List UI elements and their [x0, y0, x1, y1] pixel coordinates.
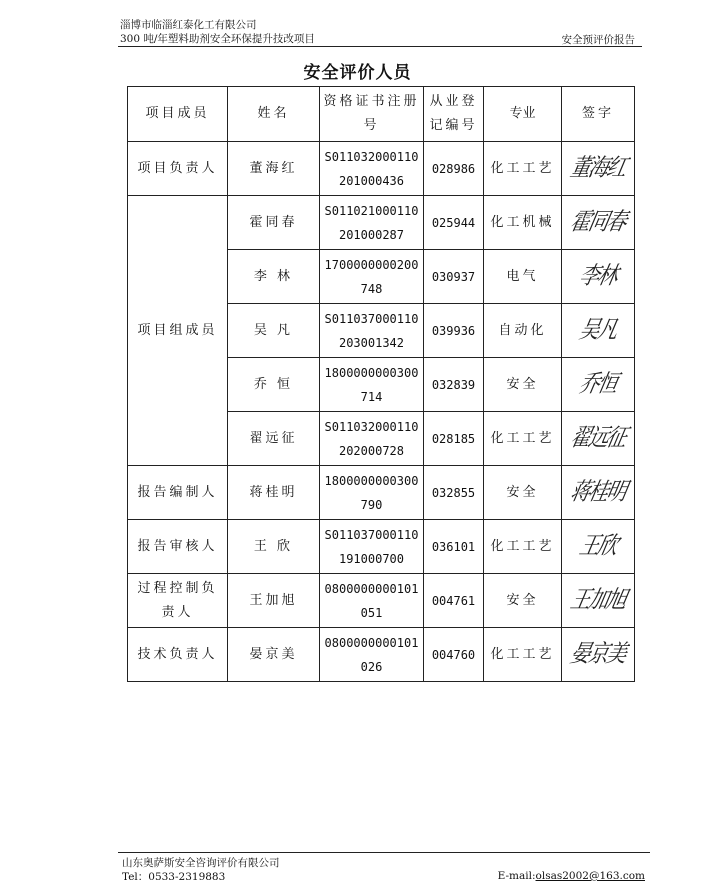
major-cell: 化工机械	[484, 196, 562, 250]
signature-cell	[562, 250, 635, 304]
footer-divider	[118, 852, 650, 853]
name-cell: 霍同春	[228, 196, 320, 250]
reg-cell: 004761	[424, 574, 484, 628]
major-cell: 化工工艺	[484, 142, 562, 196]
cert-cell: S011032000110 201000436	[320, 142, 424, 196]
name-cell: 乔 恒	[228, 358, 320, 412]
cert-cell: 1700000000200 748	[320, 250, 424, 304]
cert-cell: 0800000000101 026	[320, 628, 424, 682]
footer-email-line	[498, 870, 645, 882]
page-header-left	[120, 18, 315, 46]
name-cell: 吴 凡	[228, 304, 320, 358]
cert-cell: S011021000110 201000287	[320, 196, 424, 250]
reg-cell: 036101	[424, 520, 484, 574]
signature-cell	[562, 520, 635, 574]
footer-tel: Tel：0533-2319883	[122, 871, 226, 883]
table-row	[128, 142, 635, 196]
major-cell: 自动化	[484, 304, 562, 358]
signature-cell	[562, 142, 635, 196]
cert-cell: 1800000000300 714	[320, 358, 424, 412]
header-report-type: 安全预评价报告	[561, 34, 635, 46]
reg-cell: 004760	[424, 628, 484, 682]
signature: 晏京美	[567, 638, 629, 667]
signature: 霍同春	[567, 206, 629, 235]
reg-cell: 028986	[424, 142, 484, 196]
role-cell: 报告审核人	[128, 520, 228, 574]
role-cell: 过程控制负责人	[128, 574, 228, 628]
role-cell: 技术负责人	[128, 628, 228, 682]
signature: 蒋桂明	[567, 476, 629, 505]
header-major: 专业	[484, 87, 562, 142]
name-cell: 王加旭	[228, 574, 320, 628]
name-cell: 晏京美	[228, 628, 320, 682]
signature-cell	[562, 628, 635, 682]
name-cell: 王 欣	[228, 520, 320, 574]
cert-cell: S011037000110 203001342	[320, 304, 424, 358]
cert-cell: S011037000110 191000700	[320, 520, 424, 574]
reg-cell: 028185	[424, 412, 484, 466]
staff-table	[127, 86, 635, 682]
table-header-row	[128, 87, 635, 142]
major-cell: 电气	[484, 250, 562, 304]
reg-cell: 025944	[424, 196, 484, 250]
name-cell: 李 林	[228, 250, 320, 304]
header-reg: 从业登记编号	[424, 87, 484, 142]
major-cell: 安全	[484, 574, 562, 628]
signature: 翟远征	[567, 422, 629, 451]
header-sign: 签字	[562, 87, 635, 142]
header-cert: 资格证书注册号	[320, 87, 424, 142]
reg-cell: 032855	[424, 466, 484, 520]
signature: 董海红	[567, 152, 629, 181]
signature: 吴凡	[576, 314, 620, 343]
table-row	[128, 466, 635, 520]
signature-cell	[562, 466, 635, 520]
major-cell: 化工工艺	[484, 628, 562, 682]
major-cell: 安全	[484, 466, 562, 520]
reg-cell: 039936	[424, 304, 484, 358]
major-cell: 安全	[484, 358, 562, 412]
signature-cell	[562, 358, 635, 412]
page-title: 安全评价人员	[303, 63, 412, 83]
cert-cell: 1800000000300 790	[320, 466, 424, 520]
header-project: 300 吨/年塑料助剂安全环保提升技改项目	[120, 33, 315, 45]
table-row	[128, 196, 635, 250]
footer-email-label: E-mail:	[497, 870, 536, 882]
signature: 王加旭	[567, 584, 629, 613]
signature-cell	[562, 304, 635, 358]
role-cell: 项目负责人	[128, 142, 228, 196]
footer-company: 山东奥萨斯安全咨询评价有限公司	[122, 857, 280, 869]
signature: 乔恒	[576, 368, 620, 397]
name-cell: 翟远征	[228, 412, 320, 466]
header-role: 项目成员	[128, 87, 228, 142]
name-cell: 蒋桂明	[228, 466, 320, 520]
table-row	[128, 628, 635, 682]
table-row	[128, 574, 635, 628]
role-cell: 项目组成员	[128, 196, 228, 466]
role-cell: 报告编制人	[128, 466, 228, 520]
signature-cell	[562, 574, 635, 628]
cert-cell: 0800000000101 051	[320, 574, 424, 628]
footer-email: olsas2002@163.com	[535, 870, 645, 882]
header-name: 姓名	[228, 87, 320, 142]
reg-cell: 032839	[424, 358, 484, 412]
header-divider	[118, 46, 642, 47]
signature-cell	[562, 196, 635, 250]
table-row	[128, 520, 635, 574]
major-cell: 化工工艺	[484, 520, 562, 574]
header-company: 淄博市临淄红泰化工有限公司	[120, 19, 257, 31]
name-cell: 董海红	[228, 142, 320, 196]
signature: 王欣	[576, 530, 620, 559]
cert-cell: S011032000110 202000728	[320, 412, 424, 466]
reg-cell: 030937	[424, 250, 484, 304]
major-cell: 化工工艺	[484, 412, 562, 466]
page-footer-left	[122, 856, 280, 884]
signature-cell	[562, 412, 635, 466]
signature: 李林	[576, 260, 620, 289]
